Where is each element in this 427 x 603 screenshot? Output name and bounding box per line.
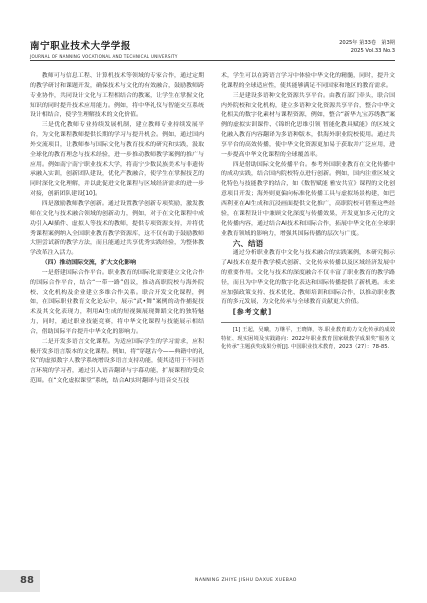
body-paragraph: 二是开发多语言文化课程。为适应国际学生的学习需求，应积极开发多语言版本的文化课程。例如，将“穿越古今——典籍中的礼仪”的虚拟数字人教学系统增设多语言支持功能，使其适用于不同语言环境的学习者，通过引入语音翻译与字幕功能，扩展课程的受众范围。在“文化虚拟课堂”系统，结合AI实时翻译与语音交互技 <box>30 338 204 385</box>
body-paragraph: 三是优化教师专业持续发展机制，建立教师专业持续发展平台，为文化课程教师提供长期的学习与提升机会。例如，通过国内外交流项目，让教师参与国际文化与教育技术的研究和实践，汲取全球化的教育理念与技术经验，进一步推动教师教学案例的推广与应用。例如南宁南宁职业技术大学，将南宁少数民族美术与非遗传承融入实训，创新团队建设，优化产教融合，使学生在掌握技艺的同时深化文化理解，并以此促进文化课程与区域经济需求的进一步对接，创新团队建设[10]。 <box>30 122 204 198</box>
left-column <box>30 72 204 387</box>
references-heading: [参考文献] <box>232 308 273 317</box>
body-paragraph: 教师可与信息工程、计算机技术等领域的专家合作，通过定期的教学研讨和课题开发，确保技术与文化的有效融合，鼓励教师跨专业协作，共同设计文化与工程相结合的教案，让学生在掌握文化知识的同时提升技术应用能力。例如，将中华礼仪与智能交互系统设计相结合，使学生理解技术的文化价值。 <box>30 73 204 119</box>
issue-info-cn: 2025年 第33卷 第3期 <box>339 40 395 46</box>
body-paragraph: 四是激励教师教学创新。通过设置教学创新专项奖励，激发教师在文化与技术融合领域的创新动力，例如，对于在文化课程中成功引入AI插件、虚拟人等技术的教师，提供专项资源支持，并将优秀课程案例纳入全国职业教育教学资源库，这不仅有助于鼓励教师大胆尝试新的教学方法，而且能通过共享优秀实践经验，为整体教学改革注入活力。 <box>30 200 204 257</box>
page-number: 88 <box>20 575 34 586</box>
body-paragraph: 通过分析职业教育中文化与技术融合的实践案例，本研究揭示了AI技术在提升教学模式创新、文化传承传播以及区域经济发展中的重要作用。文化与技术的深度融合不仅丰富了职业教育的教学路径，而且为中华文化的数字化表达和国际传播提供了新机遇。未来应加强政策支持、技术优化、教师培训和国际合作，以推动职业教育的多元发展，为文化传承与全球教育贡献更大价值。 <box>221 250 395 306</box>
section-heading: 六、结语 <box>232 239 264 249</box>
body-paragraph: 术，学生可以在跨语言学习中体验中华文化的精髓，同时，提升文化课程的全球适应性，使其能够满足不同国家和地区的教育需求。 <box>221 73 395 89</box>
page-number-box <box>0 570 40 592</box>
reference-entry: [1] 王起，吴曦，万继平，王晓锋，等.职业教育助力文化传承的成效特征、现实困境及实践路向：2022年职业教育国家级教学成果奖“服务文化传承”主题获奖成果分析[J]. 中国职业技术教育，2023（27）：78-85. <box>221 327 395 350</box>
right-column <box>221 72 395 351</box>
body-paragraph: 三是建设多语种文化资源共享平台。由教育部门牵头，联合国内外院校和文化机构，建立多语种文化资源共享平台，整合中华文化相关的数字化素材与课程资源，例如，整合“新华九宝苏绣教”案例的虚拟实训课件、《锦织化思维引领 智能化教具赋能》的区域文化融入教育内容翻译为多语种版本，供海外职业院校使用。通过共享平台的高效传播，使中华文化资源更加易于获取并广泛应用，进一步提高中华文化课程的全球覆盖率。 <box>221 92 395 158</box>
body-paragraph: 四是借助国际文化传播平台。参考外国职业教育在文化传播中的成功实践，结合国内院校特点进行创新。例如，国内注重区域文化特色与技能教学的结合，如《数智赋能 雅安共宣》课程的文化创意项目开发；海外则更偏向标准化传播工具与虚拟场景构建，如巴西利亚在AI生成和沉浸画面提供文化推广，高职院校可借鉴这些经验，在课程设计中兼顾文化深度与传播效果，开发更加多元化的文化传播内容，通过结合AI技术和国际合作，拓展中华文化在全球职业教育领域的影响力，增强其国际传播的层次与广度。 <box>221 161 395 237</box>
references-divider <box>221 322 395 323</box>
page-footer <box>0 570 427 592</box>
issue-info <box>339 39 395 55</box>
journal-pinyin: NANNING ZHIYE JISHU DAXUE XUEBAO <box>195 578 297 583</box>
journal-title-en: JOURNAL OF NANNING VOCATIONAL AND TECHNICAL UNIVERSITY <box>30 54 178 59</box>
body-paragraph: 一是搭建国际合作平台。职业教育的国际化需要建立文化合作的国际合作平台，结合“一带一路”倡议，推动高职院校与海外院校、文化机构及企业建立多维合作关系。联合开发文化课程，例如，在国际职业教育文化论坛中，展示“武•舞”案例的动作捕捉技术及其文化表现力，利用AI生成的短视频展现舞蹈文化的独特魅力，同时，通过职业技能竞赛，将中华文化课程与技能展示相结合，借助国际平台提升中华文化的影响力。 <box>30 269 204 335</box>
journal-title-cn: 南宁职业技术大学学报 <box>30 41 132 52</box>
issue-info-en: 2025 Vol.33 No.3 <box>350 48 395 54</box>
header-divider <box>30 60 395 61</box>
running-header <box>30 38 395 59</box>
subsection-heading: （四）推动国际交流，扩大文化影响 <box>41 260 137 267</box>
